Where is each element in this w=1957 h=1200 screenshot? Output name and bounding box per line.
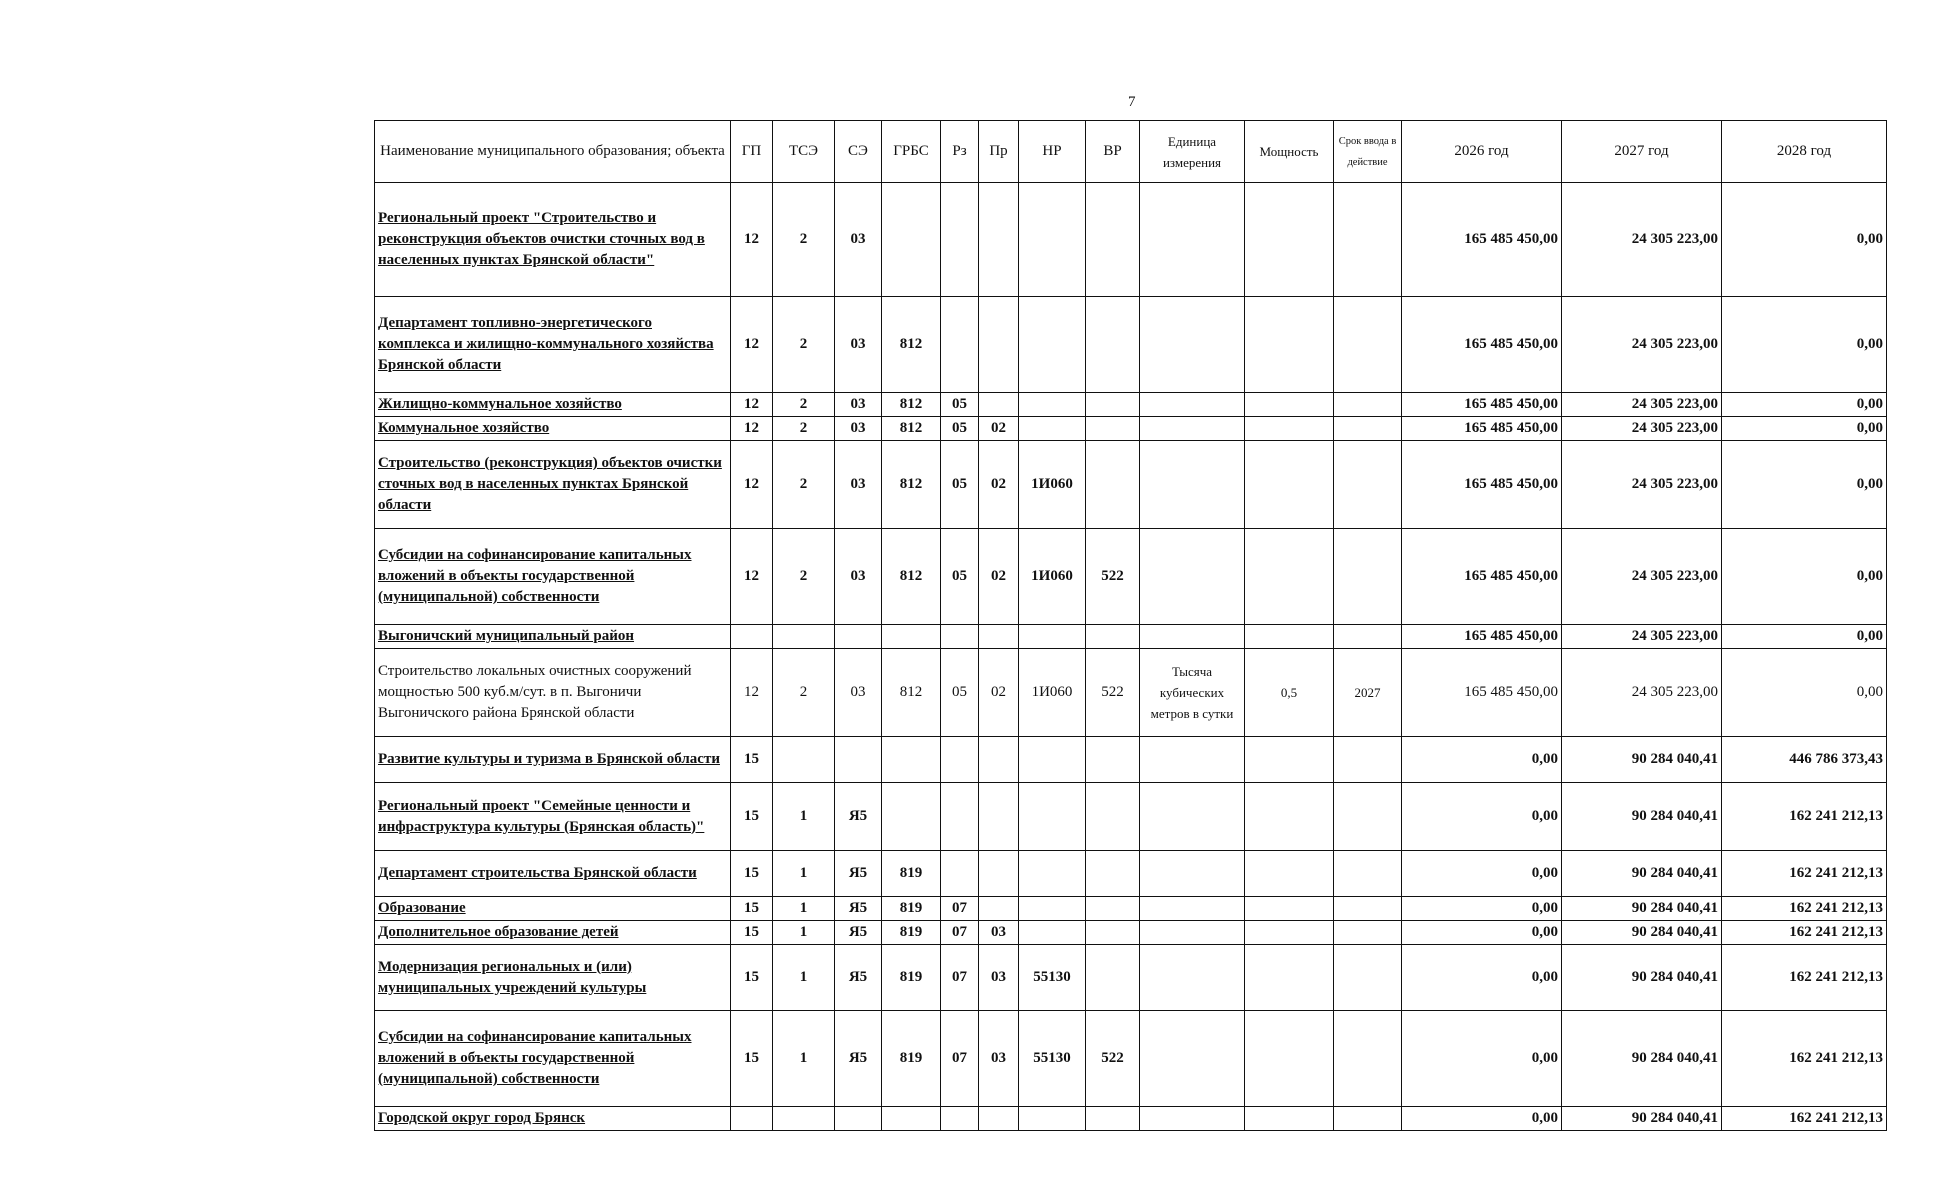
cell-rz [941,625,979,649]
cell-y2026: 0,00 [1402,921,1562,945]
cell-power [1245,945,1334,1011]
cell-y2028: 0,00 [1722,393,1887,417]
cell-name: Коммунальное хозяйство [375,417,731,441]
cell-tse: 1 [773,897,835,921]
cell-unit [1140,529,1245,625]
cell-name: Модернизация региональных и (или) муниципальных учреждений культуры [375,945,731,1011]
cell-nr [1019,737,1086,783]
cell-pr: 02 [979,529,1019,625]
budget-table [374,120,1887,1131]
cell-unit [1140,783,1245,851]
cell-y2028: 0,00 [1722,649,1887,737]
cell-unit: Тысяча кубических метров в сутки [1140,649,1245,737]
cell-rz [941,783,979,851]
cell-tse: 1 [773,851,835,897]
cell-unit [1140,393,1245,417]
cell-power [1245,297,1334,393]
cell-tse: 1 [773,945,835,1011]
cell-y2028: 446 786 373,43 [1722,737,1887,783]
cell-name: Субсидии на софинансирование капитальных вложений в объекты государственной (муниципальной) собственности [375,529,731,625]
cell-y2027: 24 305 223,00 [1562,183,1722,297]
header-2027: 2027 год [1562,121,1722,183]
cell-grbs: 812 [882,393,941,417]
header-2028: 2028 год [1722,121,1887,183]
cell-grbs: 819 [882,851,941,897]
page-number: 7 [1128,94,1136,110]
cell-se: 03 [835,393,882,417]
cell-se: Я5 [835,897,882,921]
cell-unit [1140,1011,1245,1107]
cell-se: 03 [835,417,882,441]
cell-pr [979,897,1019,921]
cell-se [835,1107,882,1131]
cell-vr [1086,441,1140,529]
cell-pr: 03 [979,1011,1019,1107]
cell-y2026: 165 485 450,00 [1402,183,1562,297]
cell-nr: 1И060 [1019,529,1086,625]
cell-grbs [882,625,941,649]
cell-nr [1019,921,1086,945]
cell-gp [731,625,773,649]
cell-name: Выгоничский муниципальный район [375,625,731,649]
cell-term [1334,737,1402,783]
cell-y2028: 162 241 212,13 [1722,945,1887,1011]
cell-gp: 12 [731,417,773,441]
cell-gp: 15 [731,737,773,783]
cell-nr [1019,183,1086,297]
cell-y2026: 0,00 [1402,851,1562,897]
cell-vr [1086,1107,1140,1131]
cell-y2026: 0,00 [1402,737,1562,783]
header-name: Наименование муниципального образования; объекта [375,121,731,183]
cell-unit [1140,737,1245,783]
cell-vr [1086,783,1140,851]
cell-y2027: 24 305 223,00 [1562,417,1722,441]
cell-y2026: 165 485 450,00 [1402,625,1562,649]
cell-grbs [882,1107,941,1131]
cell-rz [941,851,979,897]
cell-gp: 15 [731,783,773,851]
cell-unit [1140,1107,1245,1131]
cell-pr [979,297,1019,393]
cell-nr [1019,417,1086,441]
cell-term [1334,1107,1402,1131]
cell-tse: 2 [773,529,835,625]
cell-vr [1086,737,1140,783]
cell-pr [979,183,1019,297]
cell-pr [979,783,1019,851]
cell-name: Департамент топливно-энергетического комплекса и жилищно-коммунального хозяйства Брянской области [375,297,731,393]
cell-vr: 522 [1086,529,1140,625]
cell-term [1334,183,1402,297]
cell-nr [1019,625,1086,649]
cell-y2027: 90 284 040,41 [1562,921,1722,945]
cell-power [1245,921,1334,945]
cell-unit [1140,897,1245,921]
cell-tse [773,737,835,783]
cell-gp: 12 [731,649,773,737]
cell-gp: 15 [731,921,773,945]
cell-y2027: 24 305 223,00 [1562,649,1722,737]
cell-power: 0,5 [1245,649,1334,737]
cell-name: Субсидии на софинансирование капитальных вложений в объекты государственной (муниципальной) собственности [375,1011,731,1107]
cell-power [1245,783,1334,851]
cell-se: Я5 [835,851,882,897]
cell-power [1245,737,1334,783]
cell-y2027: 90 284 040,41 [1562,897,1722,921]
cell-y2028: 162 241 212,13 [1722,1011,1887,1107]
cell-unit [1140,921,1245,945]
cell-gp: 12 [731,393,773,417]
cell-power [1245,1107,1334,1131]
cell-name: Департамент строительства Брянской области [375,851,731,897]
cell-gp: 15 [731,1011,773,1107]
cell-y2026: 165 485 450,00 [1402,649,1562,737]
header-gp: ГП [731,121,773,183]
cell-y2027: 90 284 040,41 [1562,851,1722,897]
cell-grbs: 812 [882,649,941,737]
cell-y2026: 0,00 [1402,897,1562,921]
cell-grbs: 819 [882,945,941,1011]
cell-grbs: 819 [882,921,941,945]
cell-term [1334,1011,1402,1107]
cell-y2027: 24 305 223,00 [1562,441,1722,529]
cell-rz [941,183,979,297]
cell-nr: 1И060 [1019,649,1086,737]
header-grbs: ГРБС [882,121,941,183]
cell-y2027: 90 284 040,41 [1562,945,1722,1011]
table-row [375,737,1887,783]
cell-term [1334,945,1402,1011]
table-row [375,1011,1887,1107]
cell-vr [1086,897,1140,921]
cell-se: 03 [835,183,882,297]
cell-rz [941,1107,979,1131]
cell-unit [1140,183,1245,297]
cell-grbs [882,737,941,783]
cell-se: Я5 [835,1011,882,1107]
cell-tse: 2 [773,441,835,529]
table-row [375,897,1887,921]
cell-term [1334,417,1402,441]
cell-grbs: 812 [882,529,941,625]
cell-nr: 55130 [1019,945,1086,1011]
cell-y2026: 0,00 [1402,1107,1562,1131]
header-tse: ТСЭ [773,121,835,183]
cell-pr: 02 [979,649,1019,737]
cell-nr [1019,897,1086,921]
cell-vr: 522 [1086,1011,1140,1107]
cell-tse [773,1107,835,1131]
cell-unit [1140,417,1245,441]
cell-rz: 07 [941,921,979,945]
cell-grbs: 812 [882,417,941,441]
cell-nr [1019,783,1086,851]
cell-y2028: 0,00 [1722,441,1887,529]
cell-gp: 12 [731,297,773,393]
table-row [375,417,1887,441]
cell-rz: 05 [941,393,979,417]
table-row [375,1107,1887,1131]
cell-vr [1086,183,1140,297]
cell-y2028: 0,00 [1722,417,1887,441]
cell-tse: 2 [773,417,835,441]
cell-power [1245,1011,1334,1107]
cell-se: Я5 [835,783,882,851]
header-vr: ВР [1086,121,1140,183]
cell-term: 2027 [1334,649,1402,737]
cell-se: 03 [835,441,882,529]
cell-gp: 12 [731,441,773,529]
cell-pr: 02 [979,417,1019,441]
cell-se: 03 [835,649,882,737]
cell-grbs: 819 [882,1011,941,1107]
cell-power [1245,417,1334,441]
cell-vr [1086,921,1140,945]
header-unit: Единица измерения [1140,121,1245,183]
cell-power [1245,529,1334,625]
table-row [375,183,1887,297]
cell-nr: 1И060 [1019,441,1086,529]
cell-name: Образование [375,897,731,921]
cell-term [1334,625,1402,649]
cell-power [1245,183,1334,297]
cell-name: Жилищно-коммунальное хозяйство [375,393,731,417]
cell-nr [1019,297,1086,393]
cell-term [1334,783,1402,851]
cell-rz: 07 [941,945,979,1011]
cell-y2027: 24 305 223,00 [1562,393,1722,417]
cell-gp: 15 [731,897,773,921]
cell-rz: 07 [941,1011,979,1107]
header-power: Мощность [1245,121,1334,183]
cell-gp: 15 [731,851,773,897]
cell-vr [1086,297,1140,393]
cell-se: Я5 [835,945,882,1011]
cell-y2028: 162 241 212,13 [1722,783,1887,851]
cell-rz: 07 [941,897,979,921]
cell-term [1334,393,1402,417]
cell-term [1334,297,1402,393]
cell-vr [1086,851,1140,897]
header-nr: НР [1019,121,1086,183]
cell-y2026: 165 485 450,00 [1402,297,1562,393]
cell-rz: 05 [941,529,979,625]
cell-nr [1019,393,1086,417]
cell-tse [773,625,835,649]
cell-grbs [882,783,941,851]
cell-name: Строительство (реконструкция) объектов очистки сточных вод в населенных пунктах Брянской области [375,441,731,529]
table-row [375,921,1887,945]
cell-y2027: 90 284 040,41 [1562,1107,1722,1131]
cell-term [1334,921,1402,945]
cell-y2026: 165 485 450,00 [1402,393,1562,417]
cell-name: Региональный проект "Семейные ценности и инфраструктура культуры (Брянская область)" [375,783,731,851]
table-row [375,441,1887,529]
table-row [375,393,1887,417]
cell-vr [1086,945,1140,1011]
cell-se [835,737,882,783]
table-row [375,649,1887,737]
cell-rz: 05 [941,417,979,441]
cell-y2027: 90 284 040,41 [1562,783,1722,851]
cell-power [1245,625,1334,649]
cell-grbs: 819 [882,897,941,921]
cell-gp [731,1107,773,1131]
cell-tse: 1 [773,783,835,851]
cell-tse: 1 [773,921,835,945]
cell-y2026: 0,00 [1402,945,1562,1011]
table-body [375,183,1887,1131]
table-row [375,851,1887,897]
cell-y2027: 24 305 223,00 [1562,529,1722,625]
cell-unit [1140,297,1245,393]
cell-name: Дополнительное образование детей [375,921,731,945]
cell-pr [979,625,1019,649]
cell-unit [1140,441,1245,529]
cell-y2027: 24 305 223,00 [1562,297,1722,393]
cell-grbs: 812 [882,441,941,529]
cell-gp: 15 [731,945,773,1011]
cell-term [1334,851,1402,897]
cell-name: Развитие культуры и туризма в Брянской области [375,737,731,783]
cell-se [835,625,882,649]
cell-tse: 2 [773,649,835,737]
cell-unit [1140,851,1245,897]
cell-nr: 55130 [1019,1011,1086,1107]
cell-y2028: 0,00 [1722,625,1887,649]
cell-rz [941,297,979,393]
cell-name: Строительство локальных очистных сооружений мощностью 500 куб.м/сут. в п. Выгоничи Выгоничского района Брянской области [375,649,731,737]
cell-name: Региональный проект "Строительство и реконструкция объектов очистки сточных вод в населенных пунктах Брянской области" [375,183,731,297]
cell-rz: 05 [941,649,979,737]
cell-y2028: 0,00 [1722,529,1887,625]
cell-se: Я5 [835,921,882,945]
cell-se: 03 [835,529,882,625]
cell-pr [979,393,1019,417]
cell-tse: 2 [773,393,835,417]
table-row [375,625,1887,649]
cell-vr [1086,393,1140,417]
cell-y2028: 162 241 212,13 [1722,1107,1887,1131]
cell-gp: 12 [731,183,773,297]
header-rz: Рз [941,121,979,183]
cell-tse: 1 [773,1011,835,1107]
cell-nr [1019,851,1086,897]
cell-gp: 12 [731,529,773,625]
header-pr: Пр [979,121,1019,183]
cell-y2028: 162 241 212,13 [1722,851,1887,897]
cell-pr: 03 [979,945,1019,1011]
cell-term [1334,529,1402,625]
cell-rz: 05 [941,441,979,529]
cell-pr [979,1107,1019,1131]
header-term: Срок ввода в действие [1334,121,1402,183]
cell-y2026: 0,00 [1402,783,1562,851]
cell-y2027: 90 284 040,41 [1562,737,1722,783]
cell-vr [1086,625,1140,649]
cell-y2026: 0,00 [1402,1011,1562,1107]
cell-power [1245,441,1334,529]
cell-power [1245,897,1334,921]
cell-unit [1140,625,1245,649]
cell-y2028: 162 241 212,13 [1722,921,1887,945]
header-row [375,121,1887,183]
cell-y2028: 162 241 212,13 [1722,897,1887,921]
cell-unit [1140,945,1245,1011]
cell-power [1245,851,1334,897]
cell-grbs [882,183,941,297]
cell-tse: 2 [773,297,835,393]
cell-pr: 02 [979,441,1019,529]
cell-rz [941,737,979,783]
cell-pr: 03 [979,921,1019,945]
cell-pr [979,737,1019,783]
header-2026: 2026 год [1402,121,1562,183]
table-row [375,783,1887,851]
cell-name: Городской округ город Брянск [375,1107,731,1131]
cell-vr: 522 [1086,649,1140,737]
cell-tse: 2 [773,183,835,297]
cell-pr [979,851,1019,897]
cell-se: 03 [835,297,882,393]
table-row [375,297,1887,393]
cell-y2026: 165 485 450,00 [1402,441,1562,529]
cell-y2026: 165 485 450,00 [1402,417,1562,441]
table-row [375,945,1887,1011]
cell-y2026: 165 485 450,00 [1402,529,1562,625]
cell-y2027: 90 284 040,41 [1562,1011,1722,1107]
cell-term [1334,441,1402,529]
cell-y2027: 24 305 223,00 [1562,625,1722,649]
table-row [375,529,1887,625]
cell-power [1245,393,1334,417]
cell-y2028: 0,00 [1722,297,1887,393]
cell-y2028: 0,00 [1722,183,1887,297]
cell-grbs: 812 [882,297,941,393]
cell-vr [1086,417,1140,441]
cell-nr [1019,1107,1086,1131]
header-se: СЭ [835,121,882,183]
cell-term [1334,897,1402,921]
